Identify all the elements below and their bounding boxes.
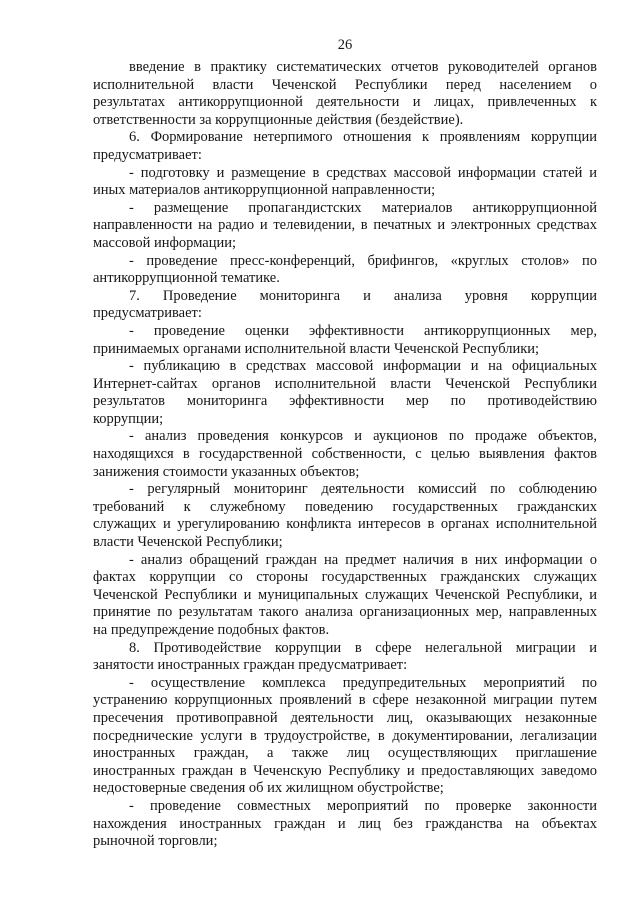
text-line: исполнительной власти Чеченской Республики перед населением о	[93, 76, 597, 93]
text-line: недостоверные сведения об их жилищном обустройстве;	[93, 780, 444, 797]
text-line: на предупреждение подобных фактов.	[93, 622, 330, 638]
text-line: власти Чеченской Республики;	[93, 534, 283, 551]
text-line: предусматривает:	[93, 305, 202, 322]
text-line: нахождения иностранных граждан и лиц без гражданства на объектах	[93, 815, 597, 832]
text-line: иностранных граждан в Чеченскую Республику и предоставляющих заведомо	[93, 762, 597, 779]
text-line: принятие по результатам такого анализа организационных мер, направленных	[93, 604, 597, 621]
document-body	[93, 59, 597, 851]
text-line: - проведение пресс-конференций, брифингов, «круглых столов» по	[129, 252, 597, 269]
list-item	[93, 428, 597, 481]
text-line: находящихся в государственной собственности, с целью выявления фактов	[93, 446, 597, 463]
text-line: посреднические услуги в трудоустройстве, в документировании, легализации	[93, 727, 597, 744]
text-line: требований к служебному поведению государственных гражданских	[93, 498, 597, 515]
text-line: - проведение совместных мероприятий по проверке законности	[129, 797, 597, 814]
text-line: иностранных граждан, а также лиц осуществляющих приглашение	[93, 745, 597, 762]
text-line: предусматривает:	[93, 146, 202, 163]
text-line: - проведение оценки эффективности антикоррупционных мер,	[129, 322, 597, 339]
text-line: - регулярный мониторинг деятельности комиссий по соблюдению	[129, 481, 597, 498]
text-line: результатов мониторинга эффективности мер по противодействию	[93, 393, 597, 410]
text-line: - размещение пропагандистских материалов антикоррупционной	[129, 199, 597, 216]
list-item	[93, 481, 597, 551]
list-item	[93, 358, 597, 428]
text-line: Чеченской Республики и муниципальных служащих Чеченской Республики, и	[93, 586, 597, 603]
text-line: устранению коррупционных проявлений в сфере незаконной миграции путем	[93, 692, 597, 709]
text-line: ответственности за коррупционные действия (бездействие).	[93, 111, 464, 128]
text-line: коррупции;	[93, 410, 164, 427]
text-line: - публикацию в средствах массовой информации и на официальных	[129, 358, 597, 375]
text-line: принимаемых органами исполнительной власти Чеченской Республики;	[93, 340, 540, 357]
list-item	[93, 165, 597, 200]
section-7-paragraph	[93, 288, 597, 323]
page-number: 26	[337, 37, 353, 53]
list-item	[93, 253, 597, 288]
list-item	[93, 675, 597, 798]
text-line: 7. Проведение мониторинга и анализа уровня коррупции	[129, 287, 597, 304]
text-line: - осуществление комплекса предупредительных мероприятий по	[129, 674, 597, 691]
text-line: результатах антикоррупционной деятельности и лицах, привлеченных к	[93, 94, 597, 111]
section-6-paragraph	[93, 129, 597, 164]
text-line: 6. Формирование нетерпимого отношения к проявлениям коррупции	[129, 129, 597, 146]
text-line: - анализ проведения конкурсов и аукционов по продаже объектов,	[129, 428, 597, 445]
text-line: массовой информации;	[93, 234, 237, 251]
list-item	[93, 552, 597, 640]
text-line: 8. Противодействие коррупции в сфере нелегальной миграции и	[129, 639, 597, 656]
list-item-continuation	[93, 59, 597, 129]
text-line: иных материалов антикоррупционной направленности;	[93, 182, 436, 199]
text-line: - подготовку и размещение в средствах массовой информации статей и	[129, 164, 597, 181]
list-item	[93, 798, 597, 851]
text-line: пресечения противоправной деятельности лиц, оказывающих незаконные	[93, 709, 597, 726]
text-line: фактах коррупции со стороны государственных гражданских служащих	[93, 569, 597, 586]
list-item	[93, 323, 597, 358]
text-line: служащих и урегулированию конфликта интересов в органах исполнительной	[93, 516, 597, 533]
text-line: Интернет-сайтах органов исполнительной власти Чеченской Республики	[93, 375, 597, 392]
text-line: - анализ обращений граждан на предмет наличия в них информации о	[129, 551, 597, 568]
text-line: занижения стоимости указанных объектов;	[93, 463, 360, 480]
list-item	[93, 200, 597, 253]
text-line: антикоррупционной тематике.	[93, 270, 280, 287]
text-line: занятости иностранных граждан предусматривает:	[93, 657, 408, 674]
text-line: введение в практику систематических отчетов руководителей органов	[129, 59, 597, 75]
text-line: рыночной торговли;	[93, 833, 218, 850]
text-line: направленности на радио и телевидении, в печатных и электронных средствах	[93, 217, 597, 234]
section-8-paragraph	[93, 640, 597, 675]
